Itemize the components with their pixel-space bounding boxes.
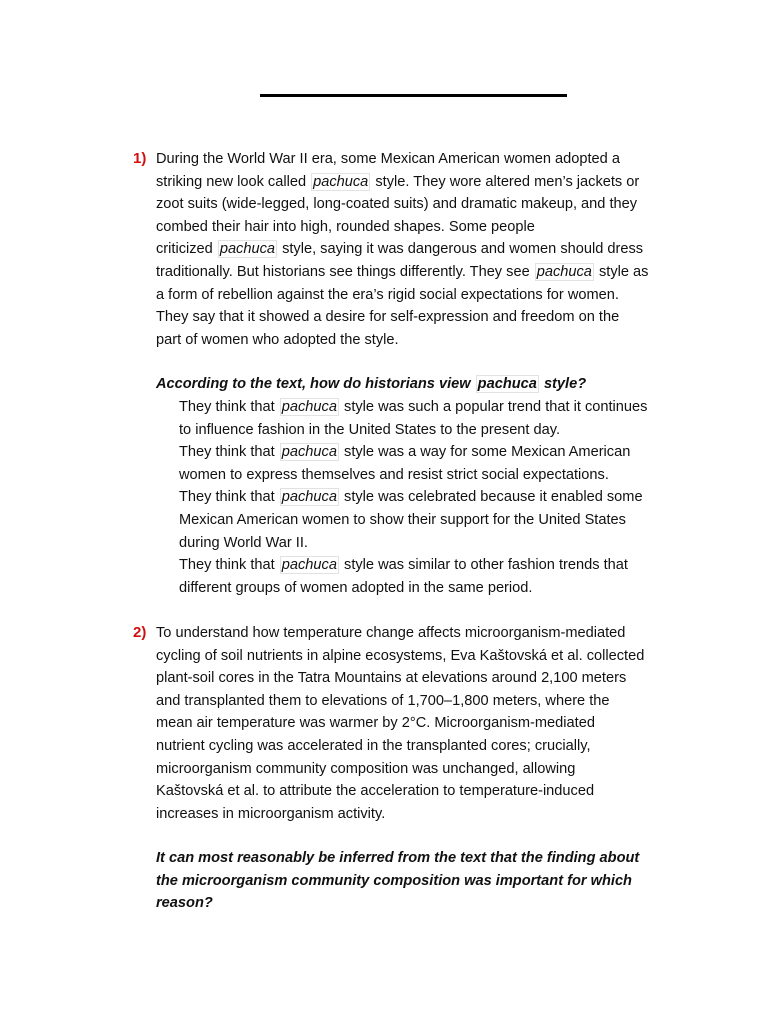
q1-question: [156, 373, 586, 396]
text-segment: During the World War II era, some Mexican American women adopted a: [156, 151, 620, 167]
text-line: [179, 441, 647, 464]
text-segment: style was a way for some Mexican American: [339, 444, 631, 461]
text-line: [156, 847, 639, 870]
text-segment: According to the text, how do historians view: [156, 376, 475, 392]
text-segment: to influence fashion in the United States to the present day.: [179, 421, 561, 438]
text-segment: mean air temperature was warmer by 2°C. Microorganism-mediated: [156, 715, 595, 732]
text-line: [156, 306, 648, 329]
text-line: [179, 396, 647, 419]
title-rule: [260, 94, 567, 97]
text-line: [156, 373, 586, 396]
text-segment: zoot suits (wide-legged, long-coated suits) and dramatic makeup, and they: [156, 196, 638, 213]
q1-passage: [156, 148, 648, 351]
text-line: [179, 464, 647, 487]
text-line: [179, 577, 647, 600]
highlighted-term: pachuca: [536, 263, 592, 280]
text-line: [156, 238, 648, 261]
text-line: [156, 329, 648, 352]
question-number: 2): [133, 624, 147, 641]
text-segment: style was similar to other fashion trends that: [339, 557, 628, 574]
text-segment: They think that: [179, 399, 279, 415]
text-line: [156, 667, 644, 690]
text-line: [156, 758, 644, 781]
text-segment: combed their hair into high, rounded shapes. Some people: [156, 218, 535, 235]
text-segment: style?: [539, 376, 587, 392]
text-segment: Mexican American women to show their support for the United States: [179, 511, 626, 528]
text-line: [156, 780, 644, 803]
text-line: [156, 735, 644, 758]
q2-question: [156, 847, 639, 915]
text-line: [179, 554, 647, 577]
text-line: [156, 193, 648, 216]
text-segment: style was such a popular trend that it continues: [339, 399, 648, 415]
text-segment: different groups of women adopted in the same period.: [179, 579, 533, 596]
text-segment: They think that: [179, 557, 279, 574]
text-segment: style, saying it was dangerous and women should dress: [278, 241, 644, 258]
text-segment: criticized: [156, 241, 217, 258]
text-segment: reason?: [156, 895, 213, 912]
text-line: [179, 509, 647, 532]
highlighted-term: pachuca: [281, 489, 337, 506]
text-segment: style. They wore altered men’s jackets or: [371, 173, 640, 190]
text-segment: women to express themselves and resist strict social expectations.: [179, 466, 609, 483]
text-line: [156, 892, 639, 915]
text-segment: plant-soil cores in the Tatra Mountains at elevations around 2,100 meters: [156, 670, 627, 687]
text-segment: They say that it showed a desire for self-expression and freedom on the: [156, 309, 620, 326]
text-line: [156, 216, 648, 239]
highlighted-term: pachuca: [219, 241, 276, 258]
highlighted-term: pachuca: [281, 444, 337, 461]
text-segment: traditionally. But historians see things differently. They see: [156, 263, 534, 280]
text-segment: They think that: [179, 444, 279, 461]
question-number: 1): [133, 150, 147, 167]
text-segment: increases in microorganism activity.: [156, 805, 386, 822]
text-segment: the microorganism community composition was important for which: [156, 872, 632, 889]
text-segment: a form of rebellion against the era’s rigid social expectations for women.: [156, 286, 619, 303]
highlighted-term: pachuca: [313, 173, 369, 190]
text-segment: striking new look called: [156, 173, 311, 190]
text-segment: style as: [594, 263, 649, 280]
text-segment: To understand how temperature change affects microorganism-mediated: [156, 625, 626, 641]
text-line: [156, 690, 644, 713]
text-line: [179, 419, 647, 442]
text-line: [156, 171, 648, 194]
text-segment: It can most reasonably be inferred from the text that the finding about: [156, 850, 640, 866]
text-segment: style was celebrated because it enabled some: [339, 489, 643, 506]
text-segment: nutrient cycling was accelerated in the transplanted cores; crucially,: [156, 737, 591, 754]
highlighted-term: pachuca: [477, 376, 537, 392]
text-line: [156, 645, 644, 668]
text-line: [156, 712, 644, 735]
highlighted-term: pachuca: [281, 557, 337, 574]
text-segment: part of women who adopted the style.: [156, 331, 399, 348]
text-segment: They think that: [179, 489, 279, 506]
text-segment: during World War II.: [179, 534, 308, 551]
highlighted-term: pachuca: [281, 399, 337, 415]
q1-options[interactable]: [156, 396, 647, 599]
text-segment: Kaštovská et al. to attribute the acceleration to temperature-induced: [156, 783, 595, 800]
text-line: [179, 532, 647, 555]
text-segment: cycling of soil nutrients in alpine ecosystems, Eva Kaštovská et al. collected: [156, 647, 645, 664]
text-line: [156, 622, 644, 645]
text-segment: microorganism community composition was unchanged, allowing: [156, 760, 576, 777]
text-line: [156, 803, 644, 826]
text-line: [156, 284, 648, 307]
text-line: [179, 486, 647, 509]
q2-passage: [156, 622, 644, 825]
text-line: [156, 148, 648, 171]
text-segment: and transplanted them to elevations of 1,700–1,800 meters, where the: [156, 692, 610, 709]
text-line: [156, 870, 639, 893]
text-line: [156, 261, 648, 284]
